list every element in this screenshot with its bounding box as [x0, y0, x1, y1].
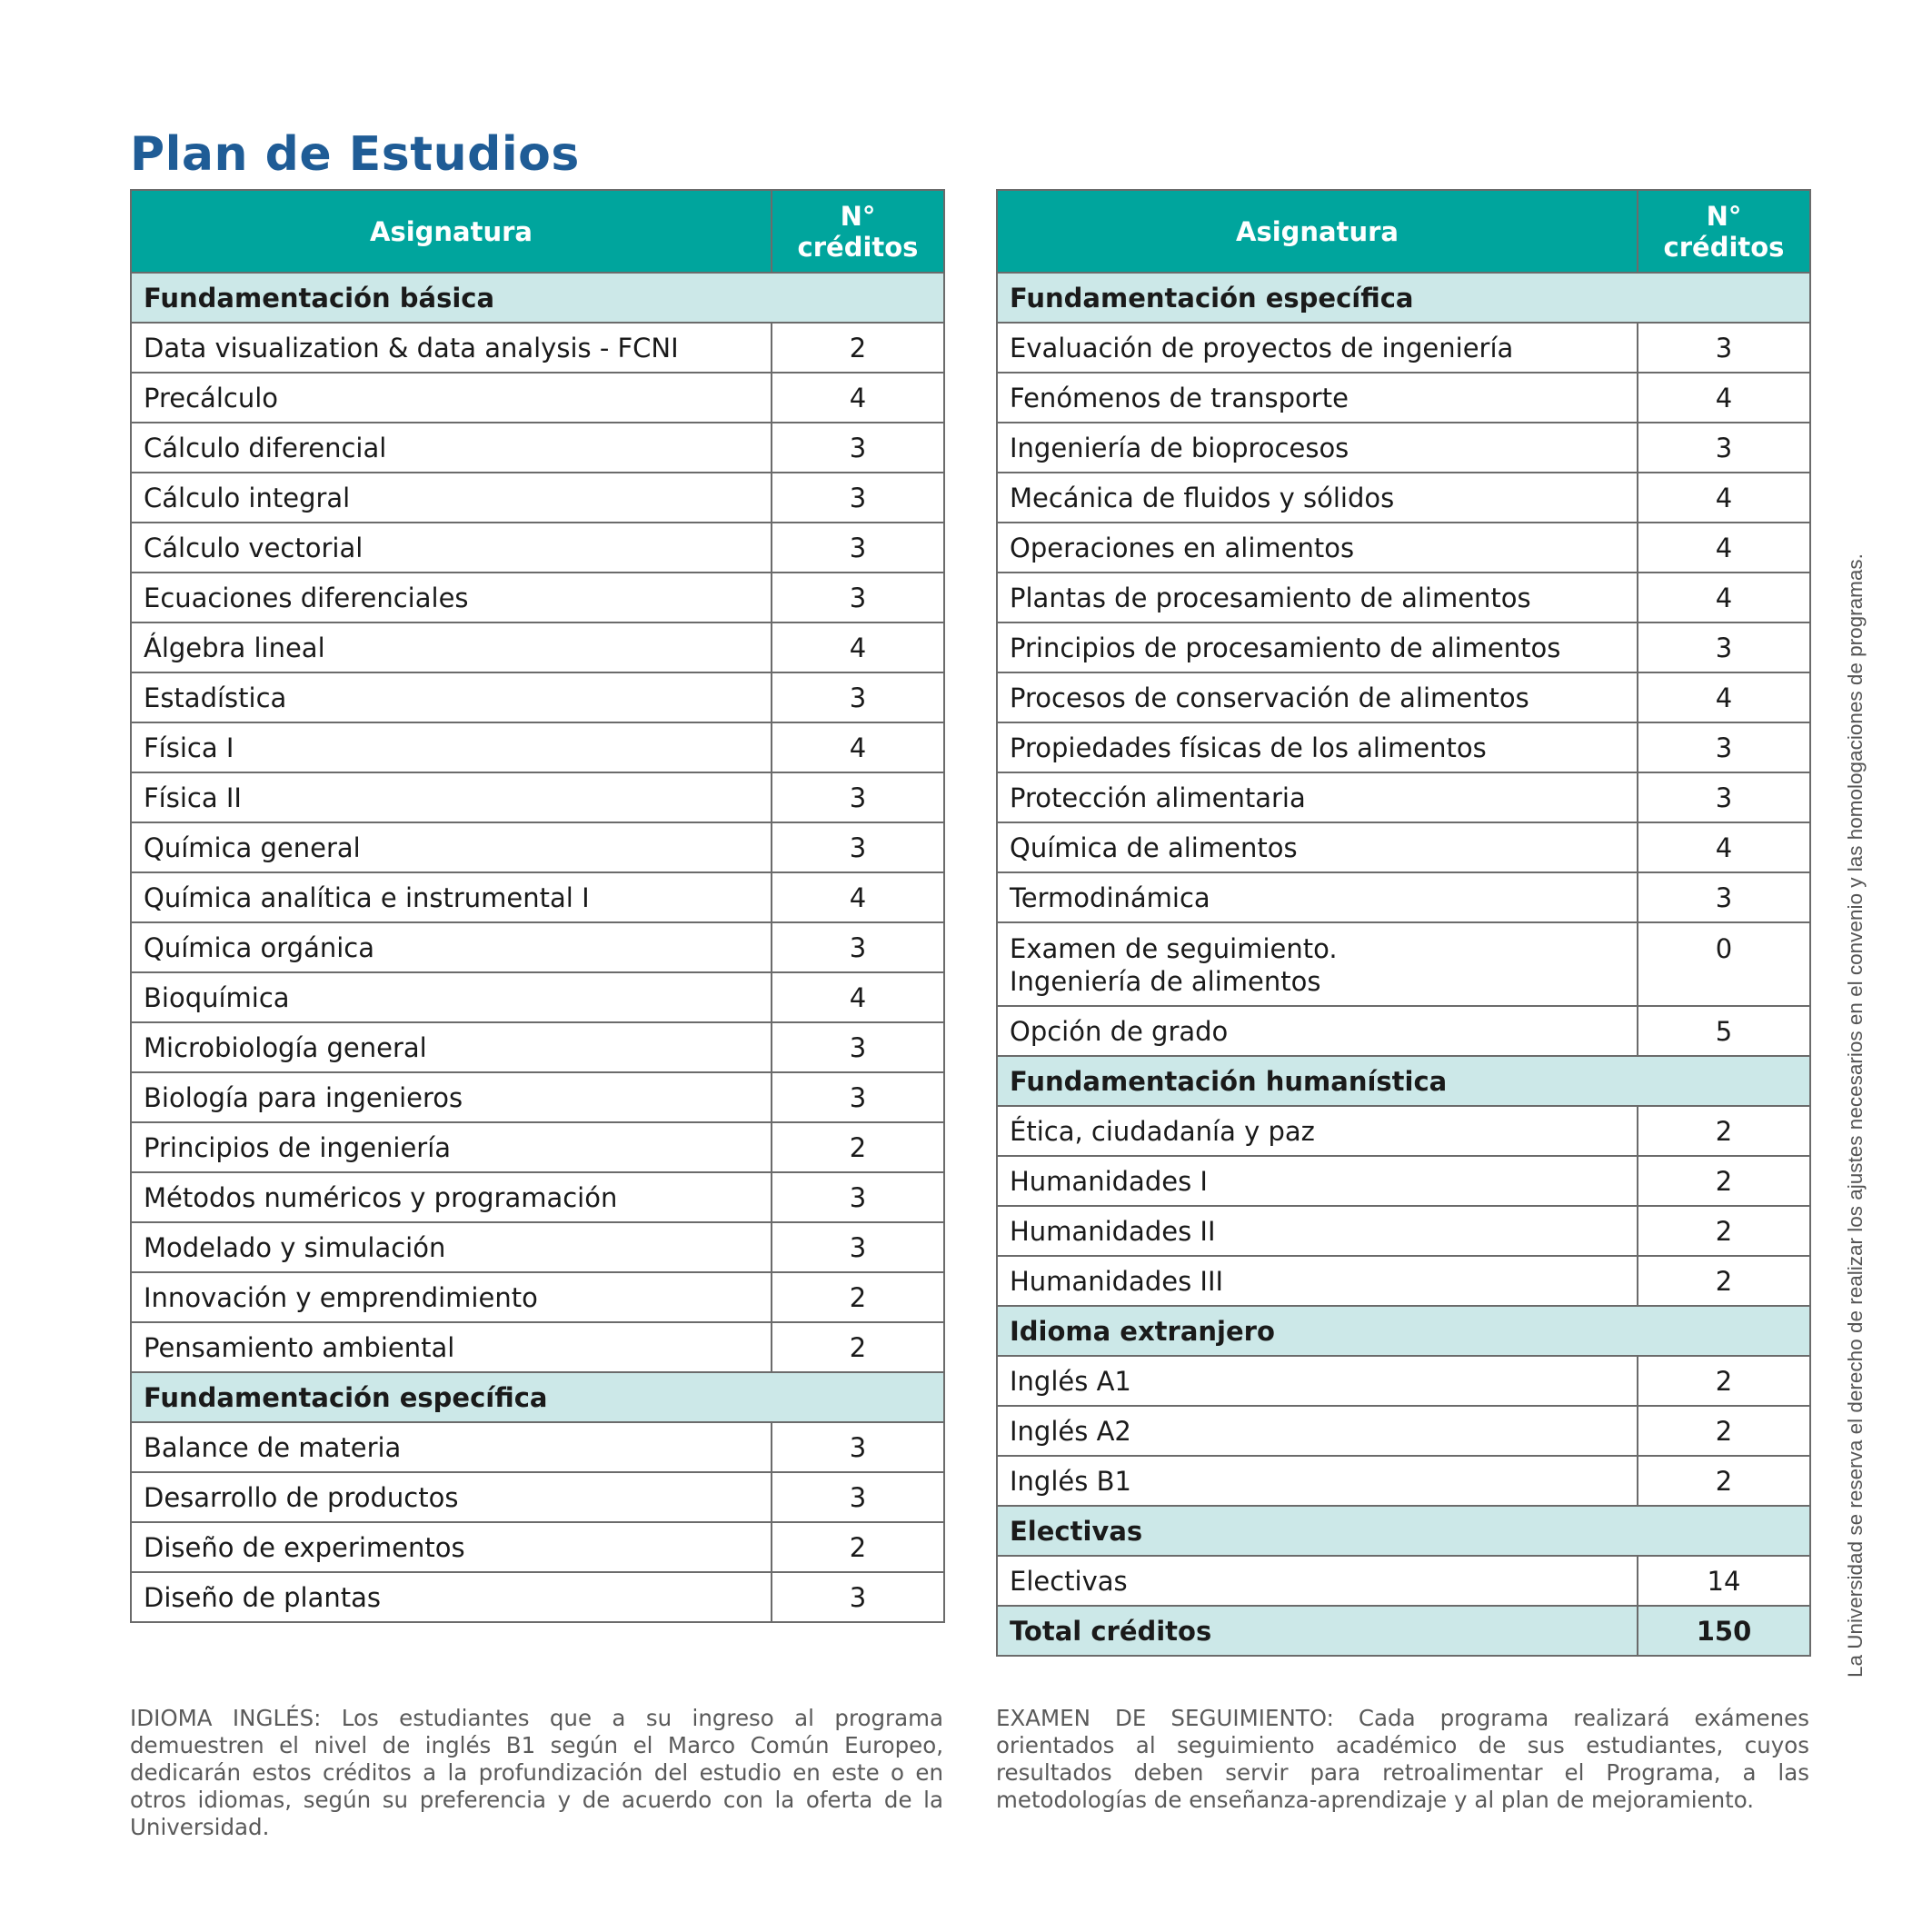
section-title: Fundamentación específica	[131, 1372, 944, 1422]
table-row	[997, 473, 1810, 523]
subject-cell: Humanidades I	[997, 1156, 1638, 1206]
subject-cell: Pensamiento ambiental	[131, 1322, 772, 1372]
table-row	[131, 1222, 944, 1272]
credits-cell: 3	[772, 423, 944, 473]
subject-cell: Procesos de conservación de alimentos	[997, 672, 1638, 722]
section-row	[131, 273, 944, 323]
section-title: Fundamentación básica	[131, 273, 944, 323]
credits-cell: 5	[1638, 1006, 1810, 1056]
subject-cell: Cálculo diferencial	[131, 423, 772, 473]
table-row	[131, 772, 944, 822]
credits-cell: 0	[1638, 922, 1810, 1006]
subject-cell: Física I	[131, 722, 772, 772]
credits-cell: 3	[772, 1022, 944, 1072]
header-subject: Asignatura	[997, 190, 1638, 273]
subject-cell: Examen de seguimiento. Ingeniería de alimentos	[997, 922, 1638, 1006]
credits-cell: 3	[772, 523, 944, 573]
subject-cell: Cálculo integral	[131, 473, 772, 523]
table-row	[997, 722, 1810, 772]
credits-cell: 4	[772, 722, 944, 772]
side-disclaimer: La Universidad se reserva el derecho de realizar los ajustes necesarios en el convenio y las homologaciones de programas.	[1844, 553, 1867, 1678]
credits-cell: 4	[772, 622, 944, 672]
credits-cell: 3	[772, 1572, 944, 1622]
credits-cell: 4	[772, 373, 944, 423]
subject-cell: Álgebra lineal	[131, 622, 772, 672]
table-row	[997, 622, 1810, 672]
table-row	[131, 523, 944, 573]
section-row	[131, 1372, 944, 1422]
header-credits: N° créditos	[772, 190, 944, 273]
table-row	[131, 1272, 944, 1322]
table-row	[131, 1322, 944, 1372]
subject-cell: Ingeniería de bioprocesos	[997, 423, 1638, 473]
credits-cell: 2	[772, 1322, 944, 1372]
subject-cell: Data visualization & data analysis - FCNI	[131, 323, 772, 373]
section-title: Idioma extranjero	[997, 1306, 1810, 1356]
subject-cell: Opción de grado	[997, 1006, 1638, 1056]
subject-cell: Métodos numéricos y programación	[131, 1172, 772, 1222]
credits-cell: 3	[772, 1172, 944, 1222]
table-row	[997, 1406, 1810, 1456]
table-row	[997, 373, 1810, 423]
subject-cell: Inglés A1	[997, 1356, 1638, 1406]
credits-cell: 3	[772, 573, 944, 622]
subject-cell: Cálculo vectorial	[131, 523, 772, 573]
table-row	[997, 1006, 1810, 1056]
credits-cell: 2	[772, 1522, 944, 1572]
table-row	[131, 822, 944, 872]
page-title: Plan de Estudios	[130, 127, 580, 182]
curriculum-table-left	[130, 189, 945, 1623]
table-row	[131, 1522, 944, 1572]
subject-cell: Inglés B1	[997, 1456, 1638, 1506]
table-row	[131, 672, 944, 722]
subject-cell: Ecuaciones diferenciales	[131, 573, 772, 622]
table-row	[997, 1556, 1810, 1606]
table-row	[997, 423, 1810, 473]
credits-cell: 2	[1638, 1256, 1810, 1306]
total-credits: 150	[1638, 1606, 1810, 1656]
table-row	[131, 622, 944, 672]
table-row	[131, 1122, 944, 1172]
credits-cell: 4	[1638, 672, 1810, 722]
table-row	[997, 523, 1810, 573]
table-row	[997, 872, 1810, 922]
credits-cell: 3	[1638, 872, 1810, 922]
credits-cell: 2	[772, 1122, 944, 1172]
table-row	[997, 922, 1810, 1006]
table-row	[131, 473, 944, 523]
credits-cell: 4	[1638, 473, 1810, 523]
subject-cell: Electivas	[997, 1556, 1638, 1606]
credits-cell: 2	[1638, 1406, 1810, 1456]
table-row	[131, 922, 944, 972]
table-row	[997, 323, 1810, 373]
subject-cell: Principios de procesamiento de alimentos	[997, 622, 1638, 672]
credits-cell: 4	[1638, 373, 1810, 423]
credits-cell: 3	[772, 1222, 944, 1272]
section-row	[997, 1506, 1810, 1556]
credits-cell: 3	[772, 822, 944, 872]
table-row	[131, 1072, 944, 1122]
credits-cell: 3	[772, 473, 944, 523]
table-row	[997, 1156, 1810, 1206]
table-row	[997, 1206, 1810, 1256]
table-header-row	[997, 190, 1810, 273]
table-row	[997, 672, 1810, 722]
subject-cell: Plantas de procesamiento de alimentos	[997, 573, 1638, 622]
table-row	[131, 1422, 944, 1472]
section-title: Fundamentación específica	[997, 273, 1810, 323]
subject-cell: Diseño de plantas	[131, 1572, 772, 1622]
table-row	[131, 1572, 944, 1622]
credits-cell: 3	[1638, 722, 1810, 772]
subject-cell: Evaluación de proyectos de ingeniería	[997, 323, 1638, 373]
subject-cell: Química analítica e instrumental I	[131, 872, 772, 922]
credits-cell: 14	[1638, 1556, 1810, 1606]
subject-cell: Operaciones en alimentos	[997, 523, 1638, 573]
table-row	[131, 722, 944, 772]
subject-cell: Química general	[131, 822, 772, 872]
credits-cell: 2	[1638, 1106, 1810, 1156]
credits-cell: 3	[772, 672, 944, 722]
header-credits: N° créditos	[1638, 190, 1810, 273]
credits-cell: 3	[1638, 323, 1810, 373]
credits-cell: 3	[772, 1422, 944, 1472]
subject-cell: Humanidades III	[997, 1256, 1638, 1306]
subject-cell: Bioquímica	[131, 972, 772, 1022]
section-title: Electivas	[997, 1506, 1810, 1556]
subject-cell: Química de alimentos	[997, 822, 1638, 872]
credits-cell: 3	[1638, 423, 1810, 473]
total-label: Total créditos	[997, 1606, 1638, 1656]
credits-cell: 3	[772, 772, 944, 822]
credits-cell: 2	[1638, 1356, 1810, 1406]
section-title: Fundamentación humanística	[997, 1056, 1810, 1106]
table-header-row	[131, 190, 944, 273]
right-table-body	[997, 273, 1810, 1606]
credits-cell: 4	[1638, 822, 1810, 872]
table-row	[997, 1456, 1810, 1506]
follow-up-exam-note: EXAMEN DE SEGUIMIENTO: Cada programa realizará exámenes orientados al seguimiento académico de sus estudiantes, cuyos resultados deben servir para retroalimentar el Programa, a las metodologías de enseñanza-aprendizaje y al plan de mejoramiento.	[996, 1705, 1809, 1813]
left-table-body	[131, 273, 944, 1622]
subject-cell: Estadística	[131, 672, 772, 722]
table-row	[131, 1172, 944, 1222]
credits-cell: 4	[772, 972, 944, 1022]
table-row	[131, 323, 944, 373]
subject-cell: Humanidades II	[997, 1206, 1638, 1256]
total-row	[997, 1606, 1810, 1656]
subject-cell: Mecánica de fluidos y sólidos	[997, 473, 1638, 523]
subject-cell: Balance de materia	[131, 1422, 772, 1472]
table-row	[131, 972, 944, 1022]
credits-cell: 4	[1638, 573, 1810, 622]
table-row	[997, 822, 1810, 872]
table-row	[131, 1472, 944, 1522]
subject-cell: Física II	[131, 772, 772, 822]
section-row	[997, 1306, 1810, 1356]
credits-cell: 3	[772, 1072, 944, 1122]
header-subject: Asignatura	[131, 190, 772, 273]
credits-cell: 3	[1638, 772, 1810, 822]
table-row	[997, 1106, 1810, 1156]
table-row	[131, 872, 944, 922]
subject-cell: Química orgánica	[131, 922, 772, 972]
credits-cell: 3	[772, 922, 944, 972]
subject-cell: Principios de ingeniería	[131, 1122, 772, 1172]
table-row	[131, 573, 944, 622]
credits-cell: 2	[1638, 1206, 1810, 1256]
subject-cell: Inglés A2	[997, 1406, 1638, 1456]
credits-cell: 2	[772, 323, 944, 373]
credits-cell: 3	[1638, 622, 1810, 672]
subject-cell: Desarrollo de productos	[131, 1472, 772, 1522]
english-language-note: IDIOMA INGLÉS: Los estudiantes que a su ingreso al programa demuestren el nivel de inglés B1 según el Marco Común Europeo, dedicarán estos créditos a la profundización del estudio en este o en otros idiomas, según su preferencia y de acuerdo con la oferta de la Universidad.	[130, 1705, 943, 1840]
subject-cell: Protección alimentaria	[997, 772, 1638, 822]
subject-cell: Propiedades físicas de los alimentos	[997, 722, 1638, 772]
subject-cell: Fenómenos de transporte	[997, 373, 1638, 423]
credits-cell: 2	[1638, 1456, 1810, 1506]
section-row	[997, 1056, 1810, 1106]
section-row	[997, 273, 1810, 323]
subject-cell: Innovación y emprendimiento	[131, 1272, 772, 1322]
credits-cell: 4	[772, 872, 944, 922]
table-row	[131, 423, 944, 473]
credits-cell: 4	[1638, 523, 1810, 573]
subject-cell: Diseño de experimentos	[131, 1522, 772, 1572]
table-row	[997, 573, 1810, 622]
credits-cell: 2	[1638, 1156, 1810, 1206]
curriculum-table-right	[996, 189, 1811, 1657]
table-row	[997, 1256, 1810, 1306]
subject-cell: Precálculo	[131, 373, 772, 423]
table-row	[131, 373, 944, 423]
subject-cell: Ética, ciudadanía y paz	[997, 1106, 1638, 1156]
credits-cell: 3	[772, 1472, 944, 1522]
table-row	[997, 772, 1810, 822]
subject-cell: Modelado y simulación	[131, 1222, 772, 1272]
subject-cell: Biología para ingenieros	[131, 1072, 772, 1122]
table-row	[131, 1022, 944, 1072]
subject-cell: Termodinámica	[997, 872, 1638, 922]
credits-cell: 2	[772, 1272, 944, 1322]
table-row	[997, 1356, 1810, 1406]
subject-cell: Microbiología general	[131, 1022, 772, 1072]
